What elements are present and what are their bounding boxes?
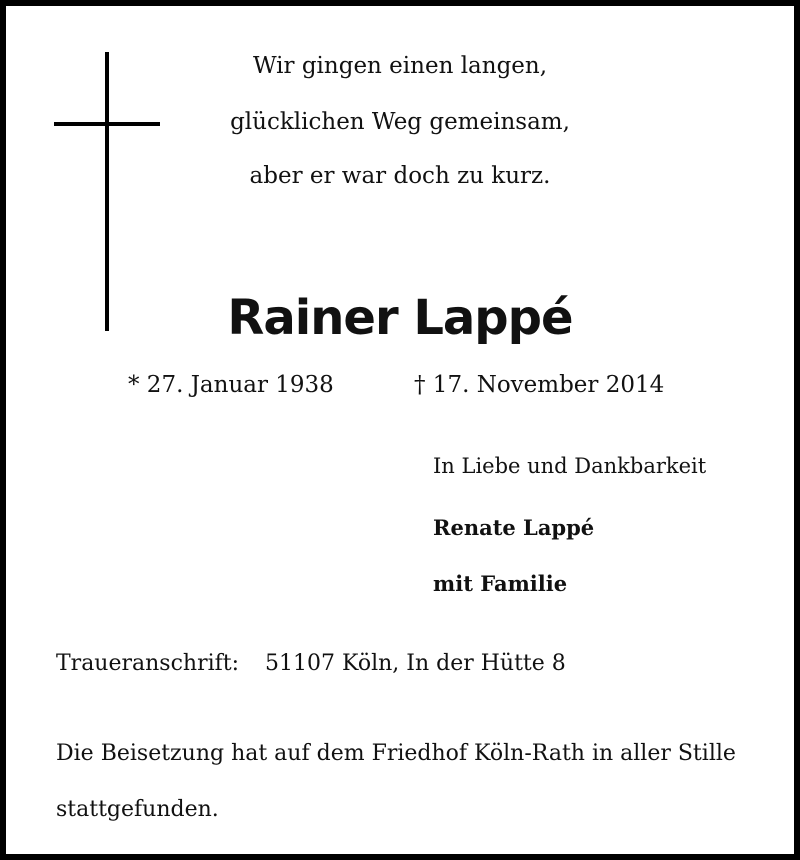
death-date: † 17. November 2014 [414,372,665,398]
birth-date: * 27. Januar 1938 [128,372,334,398]
address-label: Traueranschrift: [56,651,240,676]
mourner-family: mit Familie [433,571,568,596]
mourner-name: Renate Lappé [433,515,595,540]
verse-line-2: glücklichen Weg gemeinsam, [230,109,570,135]
cross-horizontal-bar [54,122,160,126]
deceased-name: Rainer Lappé [227,290,573,346]
burial-notice: Die Beisetzung hat auf dem Friedhof Köln-Rath in aller Stille stattgefunden. [56,741,736,822]
verse-line-3: aber er war doch zu kurz. [249,163,551,189]
verse-line-1: Wir gingen einen langen, [252,53,548,79]
cross-vertical-bar [105,52,109,331]
address-value: 51107 Köln, In der Hütte 8 [265,651,566,676]
signoff-phrase: In Liebe und Dankbarkeit [433,454,707,478]
